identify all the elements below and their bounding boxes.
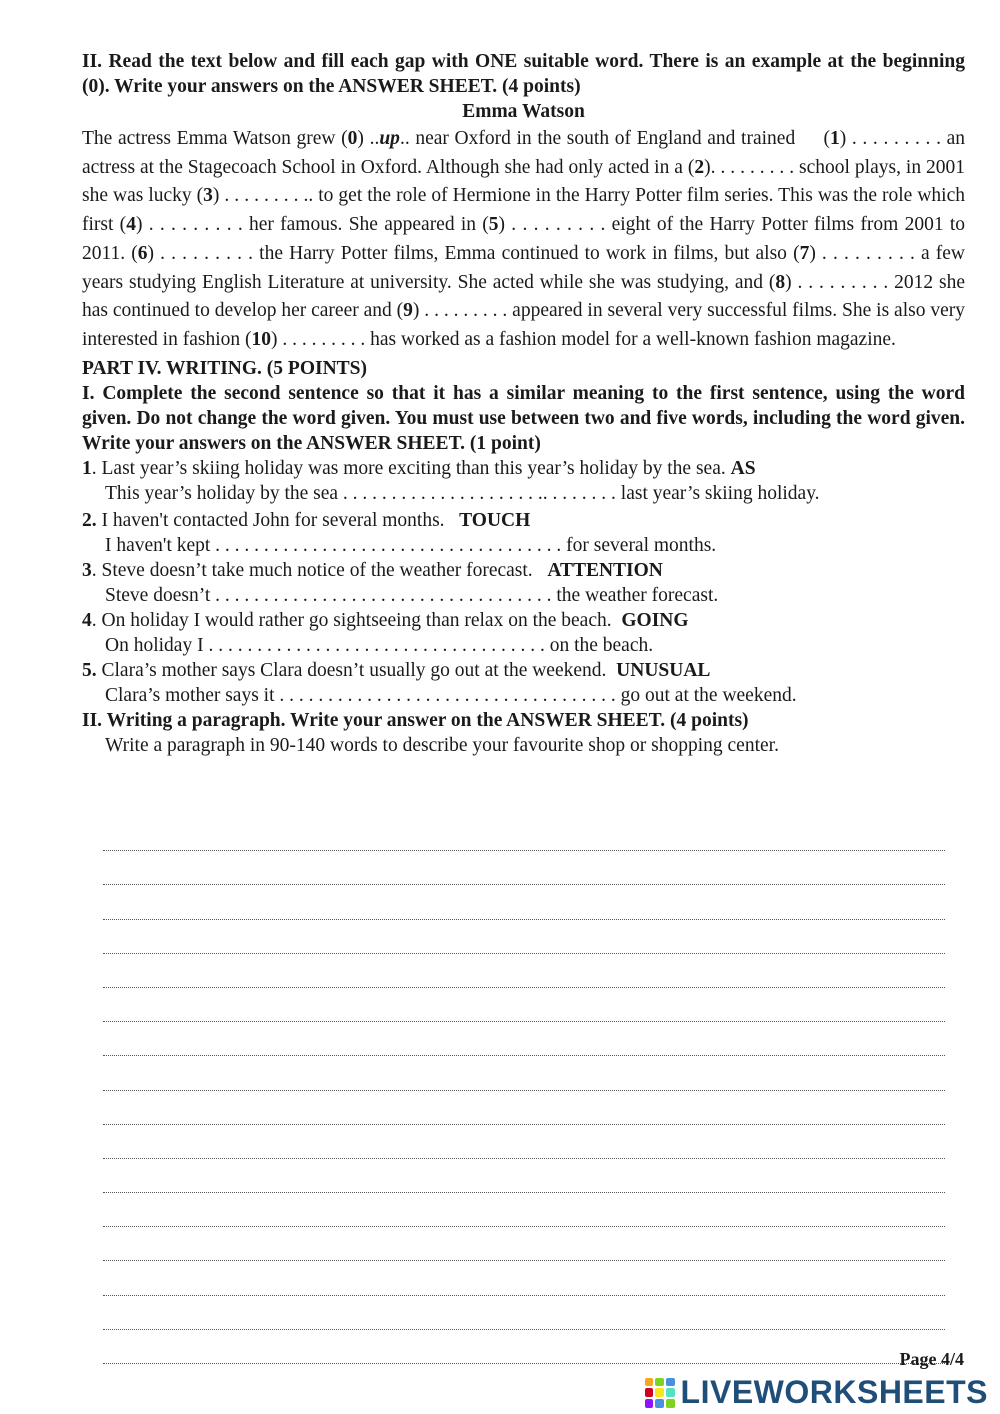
transformation-questions	[82, 456, 965, 708]
keyword: TOUCH	[459, 509, 531, 531]
rewrite-line[interactable]: Steve doesn’t . . . . . . . . . . . . . . . . . . . . . . . . . . . . . . . . . . . the weather forecast.	[105, 584, 719, 606]
rewrite-line[interactable]: I haven't kept . . . . . . . . . . . . . . . . . . . . . . . . . . . . . . . . . . . . for several months.	[105, 534, 717, 556]
gap-number: 9	[403, 300, 413, 322]
question-item: 2. I haven't contacted John for several months. TOUCH	[82, 509, 531, 531]
gap-number: 10	[251, 328, 271, 350]
gap-number: 8	[775, 271, 786, 293]
rewrite-line[interactable]: On holiday I . . . . . . . . . . . . . . . . . . . . . . . . . . . . . . . . . . . on the beach.	[105, 634, 654, 656]
answer-line[interactable]	[103, 997, 945, 1031]
answer-line[interactable]	[103, 1031, 945, 1065]
passage-title: Emma Watson	[462, 101, 585, 122]
answer-line[interactable]	[103, 1100, 945, 1134]
rewrite-line[interactable]: Clara’s mother says it . . . . . . . . . . . . . . . . . . . . . . . . . . . . . . . . . . . go out at the weekend.	[105, 684, 797, 706]
answer-lines	[103, 826, 945, 1373]
answer-line[interactable]	[103, 894, 945, 928]
gap-number: 2	[694, 156, 705, 178]
keyword: AS	[730, 457, 756, 479]
cloze-passage: The actress Emma Watson grew (0) ..up.. near Oxford in the south of England and trained (1) . . . . . . . . . an actress at the Stagecoach School in Oxford. Although she had only acted in a (2). . . . . . . . . school plays, in 2001 she was lucky (3) . . . . . . . . .. to get the role of Hermione in the Harry Potter film series. This was the role which first (4) . . . . . . . . . her famous. She appeared in (5) . . . . . . . . . eight of the Harry Potter films from 2001 to 2011. (6) . . . . . . . . . the Harry Potter films, Emma continued to work in films, but also (7) . . . . . . . . . a few years studying English Literature at university. She acted while she was studying, and (8) . . . . . . . . . 2012 she has continued to develop her career and (9) . . . . . . . . . appeared in several very successful films. She is also very interested in fashion (10) . . . . . . . . . has worked as a fashion model for a well-known fashion magazine.	[82, 128, 966, 350]
part4-instructions: I. Complete the second sentence so that it has a similar meaning to the first sentence, using the word given. Do not change the word given. You must use between two and five words, including the word given. Write your answers on the ANSWER SHEET. (1 point)	[82, 382, 965, 454]
answer-line[interactable]	[103, 1270, 945, 1304]
gap-number: 7	[799, 242, 810, 264]
answer-line[interactable]	[103, 963, 945, 997]
keyword: UNUSUAL	[616, 659, 711, 681]
paragraph-task: Write a paragraph in 90-140 words to describe your favourite shop or shopping center.	[105, 734, 779, 756]
gap-number: 5	[488, 214, 499, 236]
liveworksheets-logo	[645, 1374, 988, 1411]
paragraph-heading: II. Writing a paragraph. Write your answer on the ANSWER SHEET. (4 points)	[82, 709, 749, 731]
gap-number: 0	[347, 128, 358, 149]
answer-line[interactable]	[103, 1236, 945, 1270]
logo-grid-icon	[645, 1378, 675, 1408]
question-item: 5. Clara’s mother says Clara doesn’t usually go out at the weekend. UNUSUAL	[82, 659, 711, 681]
worksheet-page	[82, 49, 965, 758]
rewrite-line[interactable]: This year’s holiday by the sea . . . . . . . . . . . . . . . . . . . . .. . . . . . . . last year’s skiing holiday.	[105, 482, 820, 504]
keyword: GOING	[621, 609, 689, 631]
gap-number: 6	[137, 242, 148, 264]
answer-line[interactable]	[103, 929, 945, 963]
answer-line[interactable]	[103, 826, 945, 860]
page-number: Page 4/4	[899, 1349, 964, 1369]
logo-text: LIVEWORKSHEETS	[680, 1374, 988, 1410]
gap-number: 1	[829, 128, 840, 149]
part4-heading: PART IV. WRITING. (5 POINTS)	[82, 357, 368, 379]
answer-line[interactable]	[103, 1168, 945, 1202]
answer-line[interactable]	[103, 1065, 945, 1099]
answer-line[interactable]	[103, 1202, 945, 1236]
answer-line[interactable]	[103, 1305, 945, 1339]
answer-line[interactable]	[103, 1339, 945, 1373]
example-answer: up	[379, 128, 400, 149]
question-item: 3. Steve doesn’t take much notice of the weather forecast. ATTENTION	[82, 559, 663, 581]
gap-number: 3	[203, 185, 213, 207]
question-item: 1. Last year’s skiing holiday was more exciting than this year’s holiday by the sea. AS	[82, 457, 756, 479]
question-item: 4. On holiday I would rather go sightseeing than relax on the beach. GOING	[82, 609, 689, 631]
answer-line[interactable]	[103, 1134, 945, 1168]
answer-line[interactable]	[103, 860, 945, 894]
gap-number: 4	[126, 214, 136, 236]
section2-instructions: II. Read the text below and fill each gap with ONE suitable word. There is an example at the beginning (0). Write your answers on the ANSWER SHEET. (4 points)	[82, 51, 965, 97]
keyword: ATTENTION	[547, 559, 663, 581]
